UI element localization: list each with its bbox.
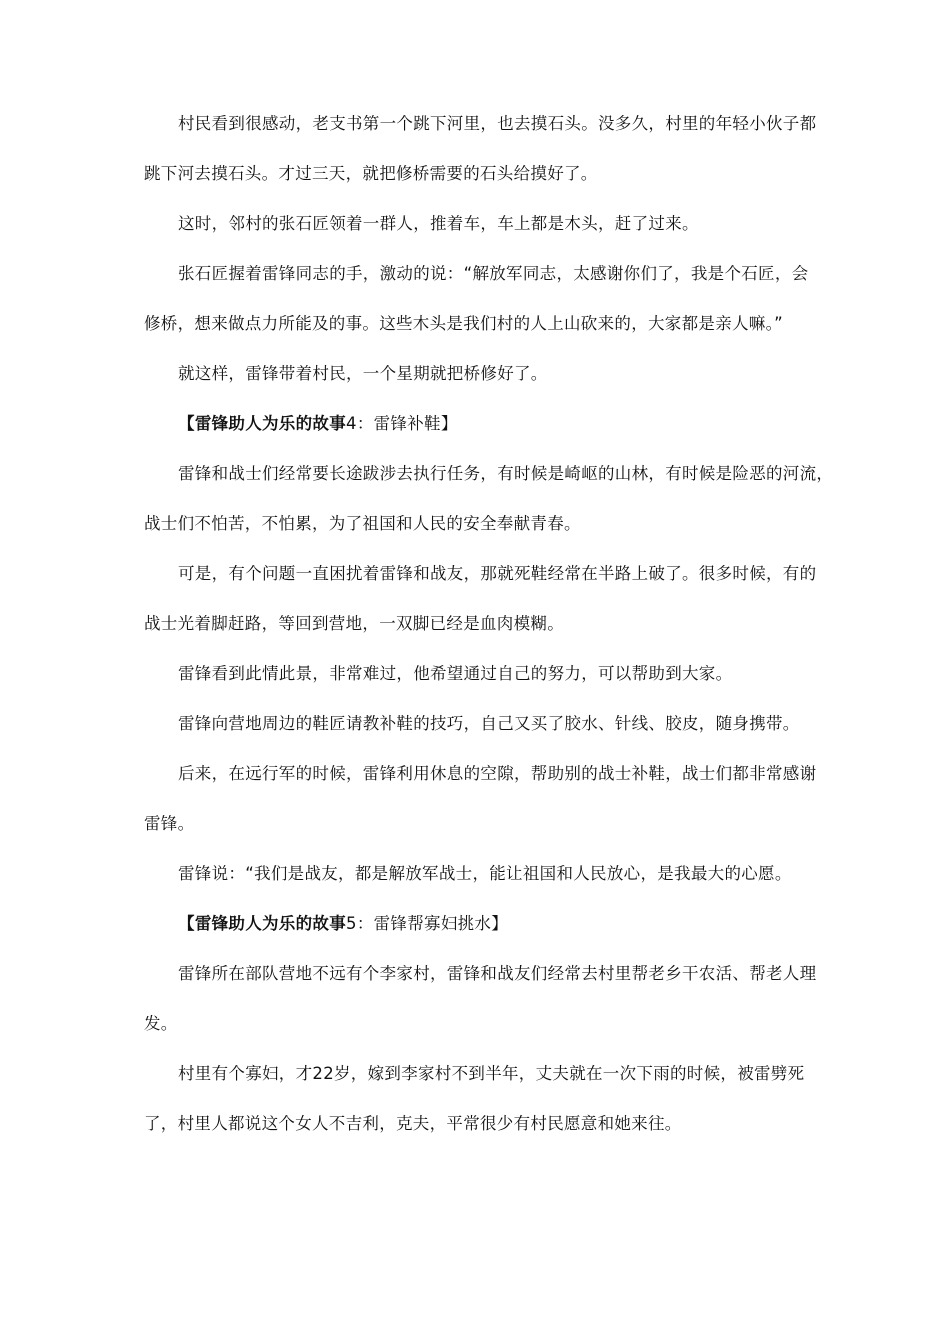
paragraph-line: 村民看到很感动，老支书第一个跳下河里，也去摸石头。没多久，村里的年轻小伙子都 xyxy=(178,114,817,133)
paragraph-line: 修桥，想来做点力所能及的事。这些木头是我们村的人上山砍来的，大家都是亲人嘛。” xyxy=(144,314,783,333)
paragraph-line: 张石匠握着雷锋同志的手，激动的说：“解放军同志，太感谢你们了，我是个石匠，会 xyxy=(178,264,809,283)
paragraph-line: 雷锋向营地周边的鞋匠请教补鞋的技巧，自己又买了胶水、针线、胶皮，随身携带。 xyxy=(178,714,800,733)
paragraph-line: 跳下河去摸石头。才过三天，就把修桥需要的石头给摸好了。 xyxy=(144,164,598,183)
paragraph-line: 战士光着脚赶路，等回到营地，一双脚已经是血肉模糊。 xyxy=(144,614,564,633)
paragraph-line: 就这样，雷锋带着村民，一个星期就把桥修好了。 xyxy=(178,364,548,383)
paragraph-line: 雷锋说：“我们是战友，都是解放军战士，能让祖国和人民放心，是我最大的心愿。 xyxy=(178,864,792,883)
section-heading-4 xyxy=(178,412,858,436)
paragraph-line: 这时，邻村的张石匠领着一群人，推着车，车上都是木头，赶了过来。 xyxy=(178,214,699,233)
paragraph-line: 雷锋。 xyxy=(144,814,195,833)
heading-open-bracket: 【 xyxy=(178,414,195,433)
heading-bold-title: 雷锋助人为乐的故事 xyxy=(194,914,347,933)
heading-subtitle: 5：雷锋帮寡妇挑水】 xyxy=(346,914,509,933)
paragraph-line: 雷锋看到此情此景，非常难过，他希望通过自己的努力，可以帮助到大家。 xyxy=(178,664,733,683)
paragraph-line: 后来，在远行军的时候，雷锋利用休息的空隙，帮助别的战士补鞋，战士们都非常感谢 xyxy=(178,764,817,783)
heading-subtitle: 4：雷锋补鞋】 xyxy=(346,414,458,433)
paragraph-line: 村里有个寡妇，才22岁，嫁到李家村不到半年，丈夫就在一次下雨的时候，被雷劈死 xyxy=(178,1064,805,1083)
paragraph-line: 雷锋和战士们经常要长途跋涉去执行任务，有时候是崎岖的山林，有时候是险恶的河流， xyxy=(178,464,834,483)
section-heading-5 xyxy=(178,912,858,936)
paragraph-line: 发。 xyxy=(144,1014,178,1033)
heading-open-bracket: 【 xyxy=(178,914,195,933)
paragraph-line: 可是，有个问题一直困扰着雷锋和战友，那就死鞋经常在半路上破了。很多时候，有的 xyxy=(178,564,817,583)
paragraph-line: 战士们不怕苦，不怕累，为了祖国和人民的安全奉献青春。 xyxy=(144,514,581,533)
paragraph-line: 雷锋所在部队营地不远有个李家村，雷锋和战友们经常去村里帮老乡干农活、帮老人理 xyxy=(178,964,817,983)
paragraph-line: 了，村里人都说这个女人不吉利，克夫，平常很少有村民愿意和她来往。 xyxy=(144,1114,682,1133)
heading-bold-title: 雷锋助人为乐的故事 xyxy=(194,414,347,433)
